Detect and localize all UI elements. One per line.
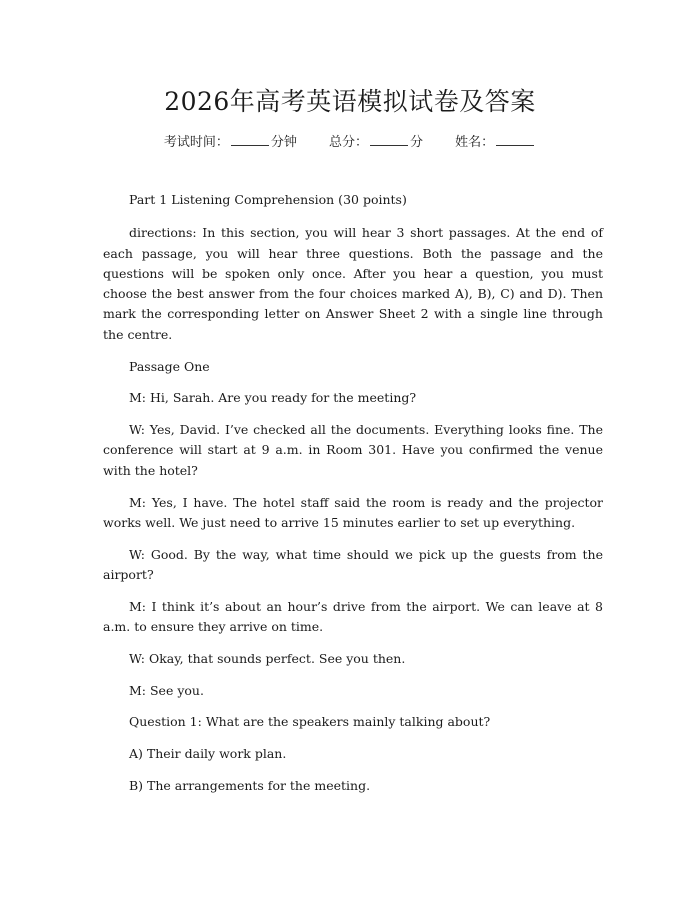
question-text: Question 1: What are the speakers mainly talking about? (129, 714, 491, 730)
dialogue-line: M: I think it’s about an hour’s drive from the airport. We can leave at 8 a.m. to ensure they arrive on time. (103, 598, 603, 635)
page-title: 2026年高考英语模拟试卷及答案 (164, 87, 536, 116)
total-score-unit: 分 (410, 135, 424, 150)
exam-time-field (164, 131, 297, 150)
exam-body (103, 190, 603, 808)
exam-time-unit: 分钟 (270, 135, 297, 150)
answer-option-a: A) Their daily work plan. (129, 746, 287, 762)
student-name-blank[interactable] (496, 133, 534, 146)
dialogue-line: W: Good. By the way, what time should we pick up the guests from the airport? (103, 546, 603, 582)
exam-time-label: 考试时间： (163, 135, 229, 150)
answer-option-b: B) The arrangements for the meeting. (129, 778, 371, 794)
exam-time-blank[interactable] (231, 133, 269, 146)
total-score-field (329, 131, 423, 150)
dialogue-line: W: Yes, David. I’ve checked all the documents. Everything looks fine. The conference will start at 9 a.m. in Room 301. Have you confirmed the venue with the hotel? (103, 422, 603, 478)
passage-heading: Passage One (129, 358, 210, 374)
dialogue-line: W: Okay, that sounds perfect. See you then. (129, 650, 406, 666)
dialogue-line: M: See you. (129, 682, 204, 698)
total-score-blank[interactable] (370, 133, 408, 146)
dialogue-line: M: Yes, I have. The hotel staff said the room is ready and the projector works well. We just need to arrive 15 minutes earlier to set up everything. (103, 494, 603, 530)
student-name-label: 姓名： (455, 135, 495, 150)
section-heading: Part 1 Listening Comprehension (30 points) (129, 192, 407, 207)
exam-info-line (0, 131, 700, 150)
dialogue-line: M: Hi, Sarah. Are you ready for the meeting? (129, 390, 417, 406)
directions-paragraph: directions: In this section, you will hear 3 short passages. At the end of each passage, you will hear three questions. Both the passage and the questions will be spoken only once. After you hear a question, you must choose the best answer from the four choices marked A), B), C) and D). Then mark the corresponding letter on Answer Sheet 2 with a single line through the centre. (103, 225, 603, 342)
student-name-field (455, 131, 536, 150)
total-score-label: 总分： (328, 135, 368, 150)
